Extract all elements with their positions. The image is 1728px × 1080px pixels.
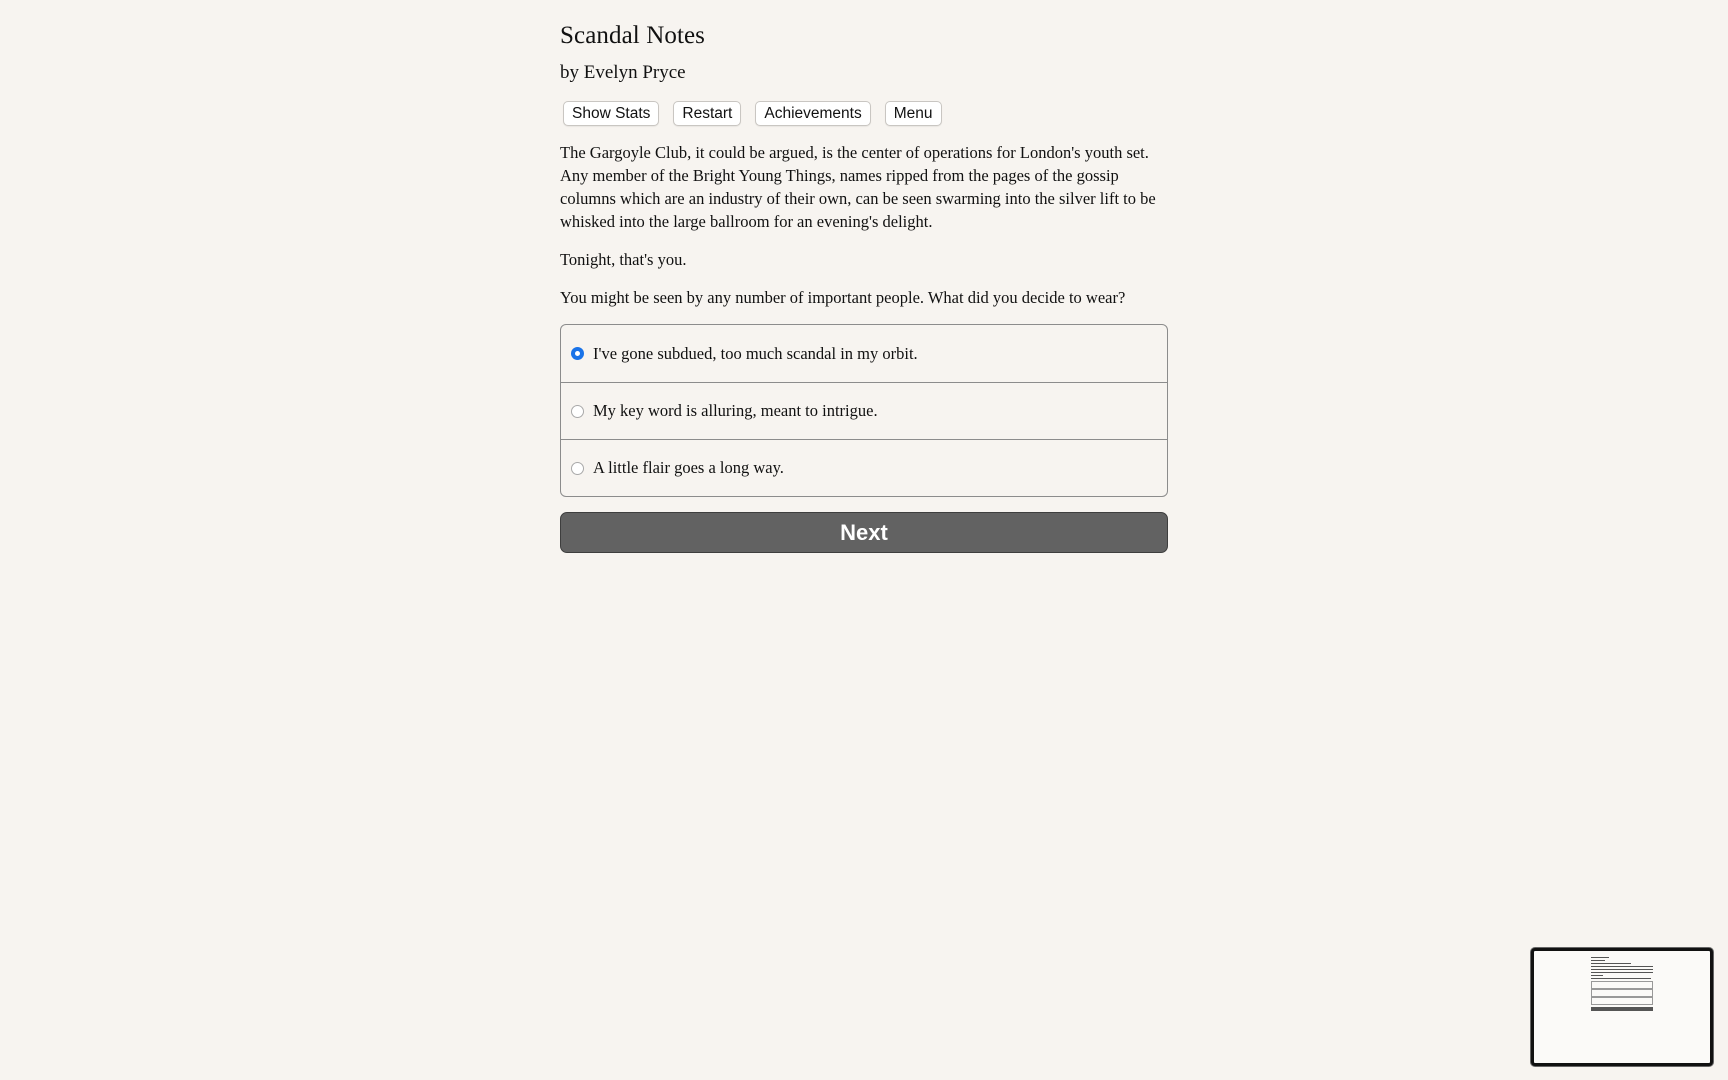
choice-label: A little flair goes a long way. <box>593 458 784 477</box>
story-paragraph: Tonight, that's you. <box>560 250 687 269</box>
choice-option-flair[interactable] <box>561 439 1167 496</box>
show-stats-button[interactable]: Show Stats <box>563 101 659 126</box>
game-author: by Evelyn Pryce <box>560 62 686 83</box>
choice-label: My key word is alluring, meant to intrigue. <box>593 401 878 420</box>
thumbnail-content <box>1591 957 1653 1011</box>
choice-option-alluring[interactable] <box>561 382 1167 439</box>
achievements-button[interactable]: Achievements <box>755 101 870 126</box>
page-thumbnail-preview[interactable] <box>1531 948 1713 1066</box>
radio-selected-icon[interactable] <box>571 347 584 360</box>
choice-option-subdued[interactable] <box>561 325 1167 382</box>
menu-button[interactable]: Menu <box>885 101 942 126</box>
radio-unselected-icon[interactable] <box>571 405 584 418</box>
game-title: Scandal Notes <box>560 22 706 49</box>
toolbar <box>560 101 1168 126</box>
choice-label: I've gone subdued, too much scandal in my orbit. <box>593 343 918 363</box>
radio-unselected-icon[interactable] <box>571 462 584 475</box>
story-paragraph: The Gargoyle Club, it could be argued, is the center of operations for London's youth set. Any member of the Bright Young Things, names ripped from the pages of the gossip columns which are an industry of their own, can be seen swarming into the silver lift to be whisked into the large ballroom for an evening's delight. <box>560 143 1156 231</box>
game-page <box>560 0 1168 553</box>
choice-list <box>560 324 1168 497</box>
next-button[interactable]: Next <box>560 512 1168 553</box>
restart-button[interactable]: Restart <box>673 101 741 126</box>
story-question: You might be seen by any number of important people. What did you decide to wear? <box>560 288 1126 307</box>
